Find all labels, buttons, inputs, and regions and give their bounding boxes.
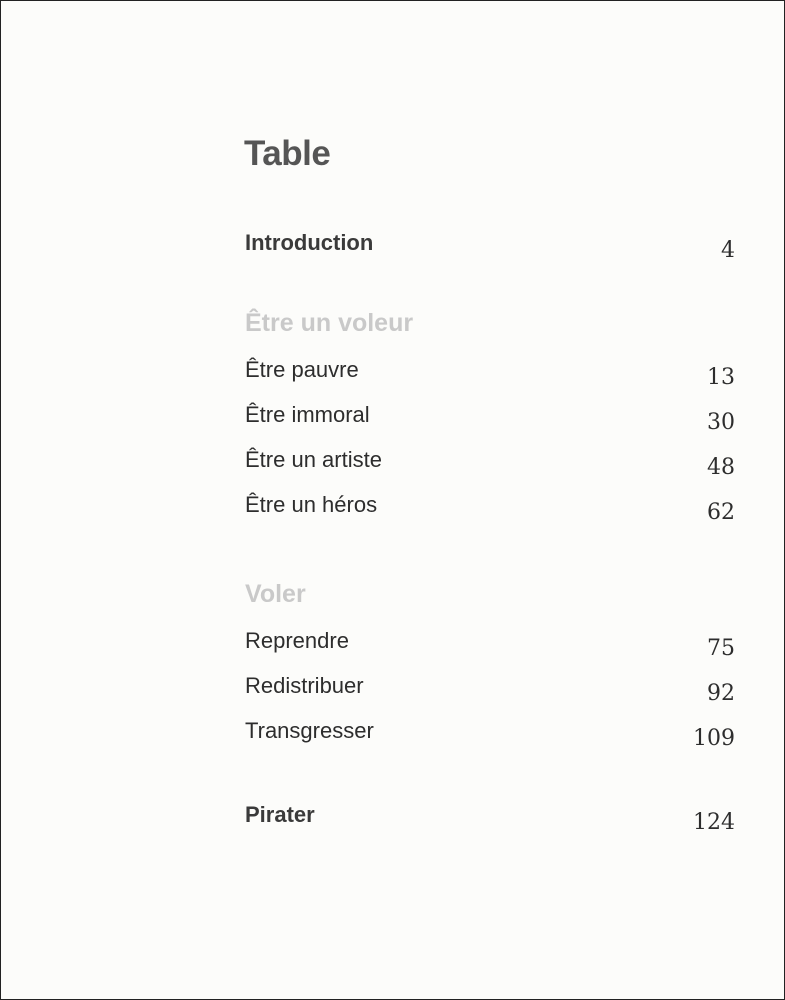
toc-entry	[245, 447, 735, 487]
toc-entry	[245, 718, 735, 758]
toc-entry-label: Reprendre	[245, 628, 349, 653]
toc-entry-label: Pirater	[245, 802, 315, 827]
toc-entry-page: 30	[707, 410, 735, 435]
toc-entry-label: Redistribuer	[245, 673, 364, 698]
toc-entry-page: 109	[693, 726, 735, 751]
toc-entry-page: 13	[707, 365, 735, 390]
toc-entry	[245, 628, 735, 668]
toc-entry-page: 4	[721, 238, 735, 263]
toc-entry-label: Être immoral	[245, 402, 370, 427]
toc-entry	[245, 402, 735, 442]
toc-entry	[245, 492, 735, 532]
toc-entry	[245, 673, 735, 713]
toc-entry-label: Être un artiste	[245, 447, 382, 472]
toc-entry-introduction	[245, 230, 735, 270]
section-heading-voler: Voler	[245, 580, 306, 608]
page-title: Table	[244, 134, 331, 173]
toc-entry-page: 124	[693, 810, 735, 835]
toc-entry-label: Être un héros	[245, 492, 378, 517]
toc-entry-page: 62	[707, 500, 735, 525]
toc-entry-label: Transgresser	[245, 718, 374, 743]
toc-entry-page: 92	[707, 681, 735, 706]
section-heading-etre-un-voleur: Être un voleur	[245, 309, 414, 337]
toc-entry-label: Être pauvre	[245, 357, 359, 382]
toc-entry-page: 48	[707, 455, 735, 480]
toc-entry-pirater	[245, 802, 735, 842]
toc-entry	[245, 357, 735, 397]
toc-entry-label: Introduction	[245, 230, 374, 255]
toc-entry-page: 75	[707, 636, 735, 661]
